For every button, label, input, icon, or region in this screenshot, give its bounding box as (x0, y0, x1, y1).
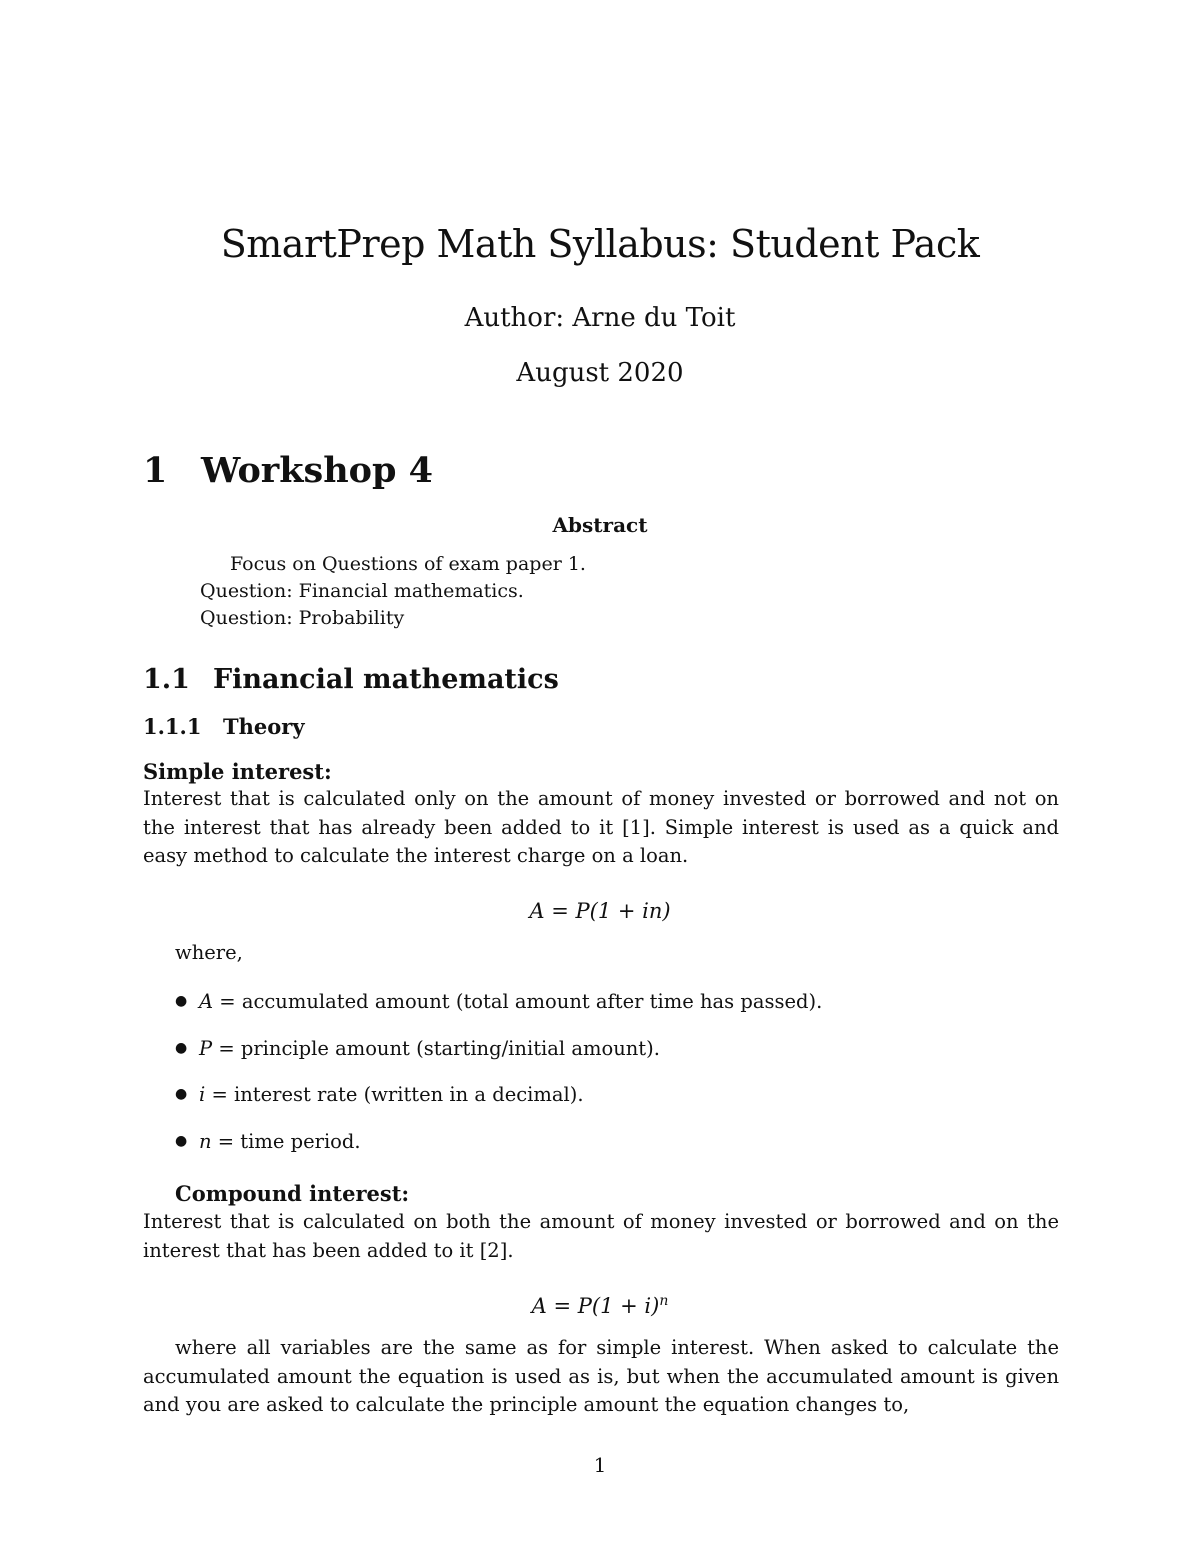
page-number: 1 (593, 1453, 607, 1477)
section-heading (143, 450, 433, 491)
subsubsection-number: 1.1.1 (143, 714, 202, 739)
bullet-icon: ● (175, 1133, 188, 1149)
compound-interest-heading: Compound interest: (175, 1181, 410, 1206)
subsection-title: Financial mathematics (213, 664, 559, 695)
abstract-heading: Abstract (552, 513, 648, 537)
document-title: SmartPrep Math Syllabus: Student Pack (220, 222, 980, 266)
simple-interest-text: Interest that is calculated only on the amount of money invested or borrowed and not on the interest that has already been added to it [1]. Simple interest is used as a quick and easy method to calculate the interest charge on a loan. (143, 787, 1059, 867)
subsection-heading (143, 664, 559, 695)
compound-interest-equation: $A = P(1 + i)^n$ (531, 1293, 669, 1318)
list-item: ● P = principle amount (starting/initial amount). (175, 1037, 660, 1060)
date-line: August 2020 (516, 358, 684, 388)
where-label: where, (175, 941, 243, 964)
subsubsection-title: Theory (223, 714, 305, 739)
compound-interest-text: Interest that is calculated on both the amount of money invested or borrowed and on the interest that has been added to it [2]. (143, 1210, 1059, 1262)
bullet-icon: ● (175, 993, 188, 1009)
simple-interest-heading: Simple interest: (143, 759, 332, 784)
subsubsection-heading (143, 714, 305, 739)
list-item: ● n = time period. (175, 1130, 361, 1153)
bullet-icon: ● (175, 1086, 188, 1102)
list-item: ● i = interest rate (written in a decimal). (175, 1083, 584, 1106)
abstract-line: Question: Financial mathematics. (200, 580, 524, 602)
abstract-line: Focus on Questions of exam paper 1. (230, 553, 586, 575)
list-item: ● A = accumulated amount (total amount after time has passed). (175, 990, 823, 1013)
author-line: Author: Arne du Toit (464, 303, 736, 333)
bullet-icon: ● (175, 1040, 188, 1056)
section-title: Workshop 4 (201, 450, 433, 491)
subsection-number: 1.1 (143, 664, 190, 695)
simple-interest-equation: A = P(1 + in) (529, 899, 671, 923)
section-number: 1 (143, 450, 168, 491)
abstract-line: Question: Probability (200, 607, 405, 629)
compound-explanation: where all variables are the same as for simple interest. When asked to calculate the accumulated amount the equation is used as is, but when the accumulated amount is given and you are asked to calculate the principle amount the equation changes to, (143, 1336, 1059, 1416)
